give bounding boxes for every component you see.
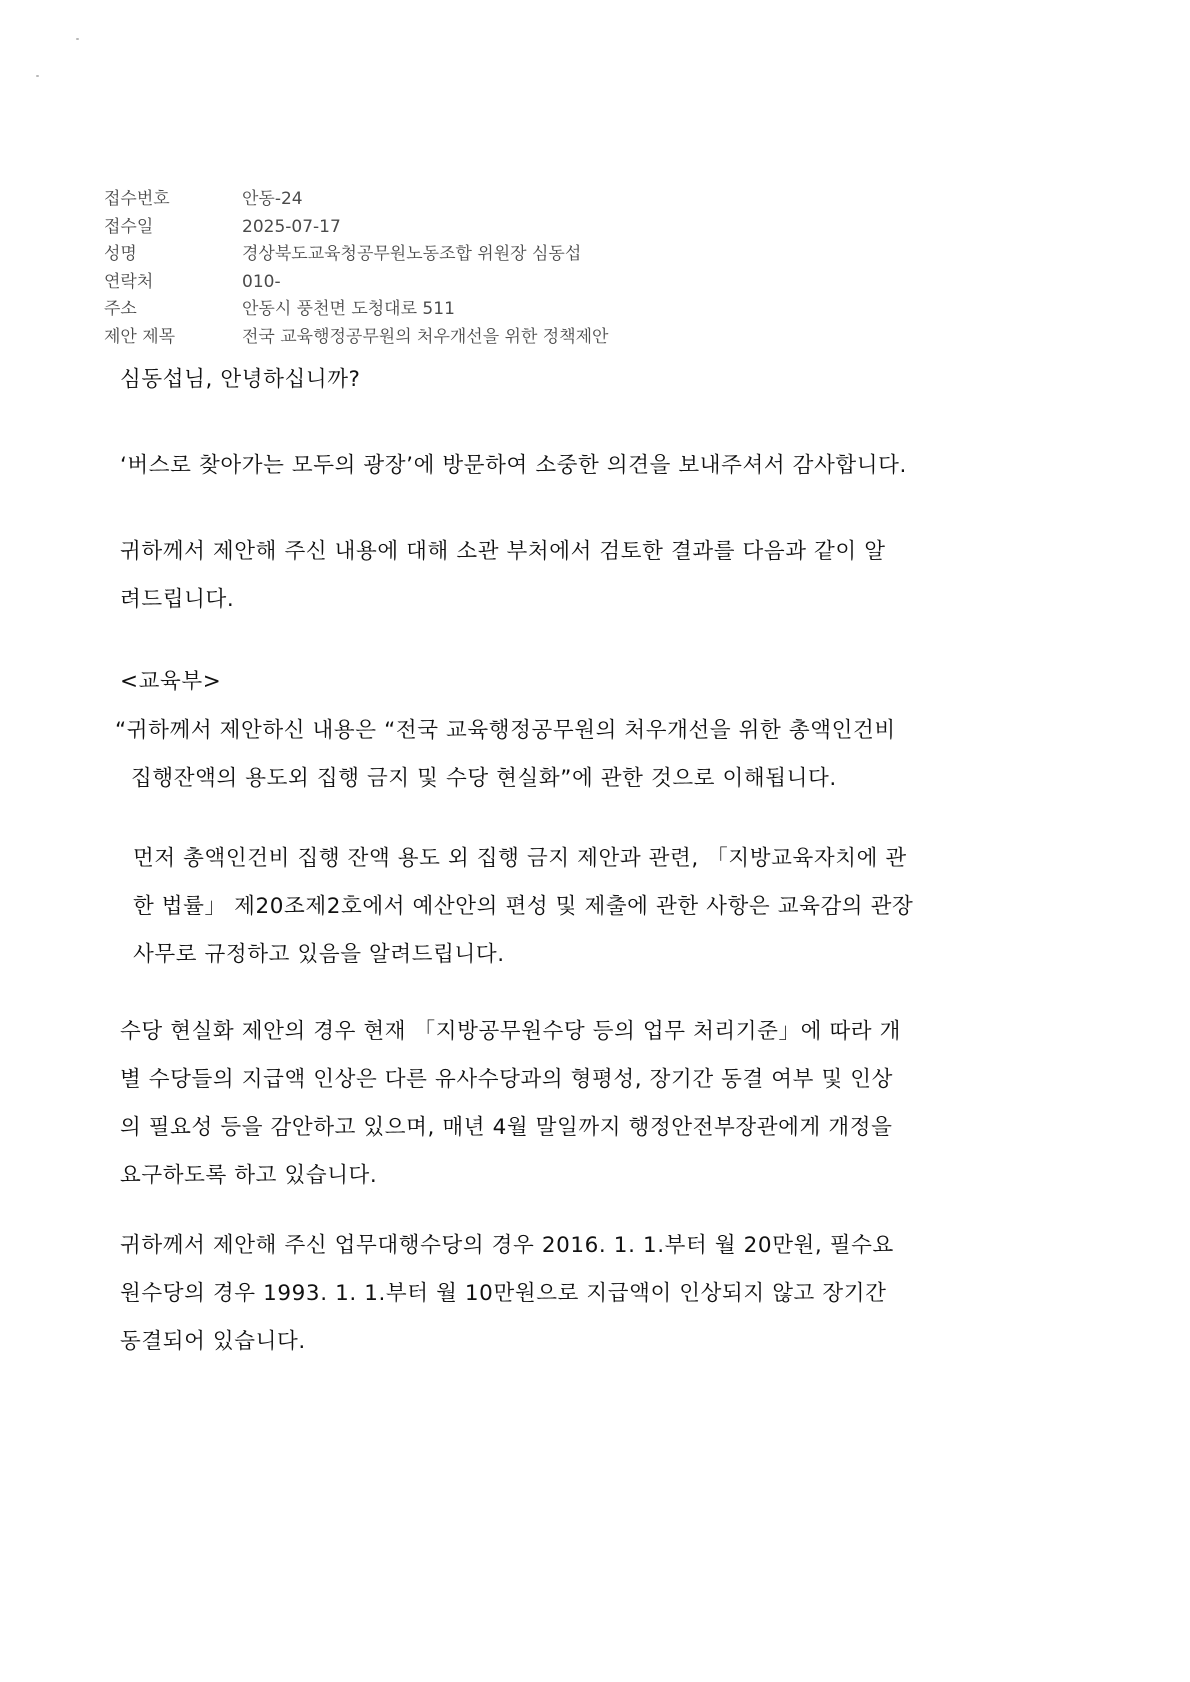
paragraph-allowance-line-1: 수당 현실화 제안의 경우 현재 「지방공무원수당 등의 업무 처리기준」에 따라 개 [120, 1019, 901, 1044]
paragraph-budget-line-2: 한 법률」 제20조제2호에서 예산안의 편성 및 제출에 관한 사항은 교육감의 관장 [133, 894, 914, 919]
address-label: 주소 [104, 299, 137, 319]
summary-paragraph [115, 707, 1105, 803]
paragraph-frozen-allowance [120, 1222, 1110, 1366]
thanks-line: ‘버스로 찾아가는 모두의 광장’에 방문하여 소중한 의견을 보내주셔서 감사합니다. [120, 453, 907, 478]
contact-label: 연락처 [104, 271, 154, 292]
paragraph-frozen-allowance-line-2: 원수당의 경우 1993. 1. 1.부터 월 10만원으로 지급액이 인상되지 않고 장기간 [120, 1281, 887, 1306]
paragraph-budget-line-1: 먼저 총액인건비 집행 잔액 용도 외 집행 금지 제안과 관련, 「지방교육자치에 관 [133, 846, 907, 871]
receipt-date-value: 2025-07-17 [242, 216, 341, 237]
intro-line-1: 귀하께서 제안해 주신 내용에 대해 소관 부처에서 검토한 결과를 다음과 같이 알 [120, 539, 886, 564]
intro-line-2: 려드립니다. [120, 587, 235, 612]
ministry-heading [120, 658, 1110, 706]
name-value: 경상북도교육청공무원노동조합 위원장 심동섭 [242, 244, 582, 264]
summary-line-2: 집행잔액의 용도외 집행 금지 및 수당 현실화”에 관한 것으로 이해됩니다. [131, 766, 837, 791]
proposal-title-row [104, 324, 804, 352]
paragraph-frozen-allowance-line-3: 동결되어 있습니다. [120, 1329, 306, 1354]
address-value: 안동시 풍천면 도청대로 511 [242, 299, 455, 319]
address-row [104, 296, 804, 324]
scan-speck [36, 75, 39, 77]
receipt-date-label: 접수일 [104, 216, 154, 237]
receipt-number-row [104, 186, 804, 214]
contact-row [104, 269, 804, 297]
paragraph-budget-line-3: 사무로 규정하고 있음을 알려드립니다. [133, 942, 505, 967]
paragraph-allowance [120, 1008, 1110, 1200]
receipt-number-label: 접수번호 [104, 189, 170, 209]
paragraph-budget [133, 835, 1123, 979]
greeting-line: 심동섭님, 안녕하십니까? [120, 367, 361, 392]
contact-value: 010- [242, 271, 281, 292]
summary-line-1: “귀하께서 제안하신 내용은 “전국 교육행정공무원의 처우개선을 위한 총액인건비 [115, 718, 896, 743]
receipt-number-value: 안동-24 [242, 189, 303, 209]
receipt-info-table [104, 186, 804, 351]
paragraph-allowance-line-2: 별 수당들의 지급액 인상은 다른 유사수당과의 형평성, 장기간 동결 여부 및 인상 [120, 1067, 894, 1092]
name-label: 성명 [104, 244, 137, 264]
intro-paragraph [120, 528, 1110, 624]
greeting [120, 356, 1110, 404]
ministry-heading-line: <교육부> [120, 669, 222, 694]
paragraph-allowance-line-3: 의 필요성 등을 감안하고 있으며, 매년 4월 말일까지 행정안전부장관에게 개정을 [120, 1115, 893, 1140]
paragraph-frozen-allowance-line-1: 귀하께서 제안해 주신 업무대행수당의 경우 2016. 1. 1.부터 월 20만원, 필수요 [120, 1233, 894, 1258]
name-row [104, 241, 804, 269]
receipt-date-row [104, 214, 804, 242]
scan-speck [76, 38, 79, 40]
paragraph-allowance-line-4: 요구하도록 하고 있습니다. [120, 1163, 378, 1188]
proposal-title-label: 제안 제목 [104, 326, 176, 347]
proposal-title-value: 전국 교육행정공무원의 처우개선을 위한 정책제안 [242, 326, 609, 347]
thanks-paragraph [120, 442, 1110, 490]
